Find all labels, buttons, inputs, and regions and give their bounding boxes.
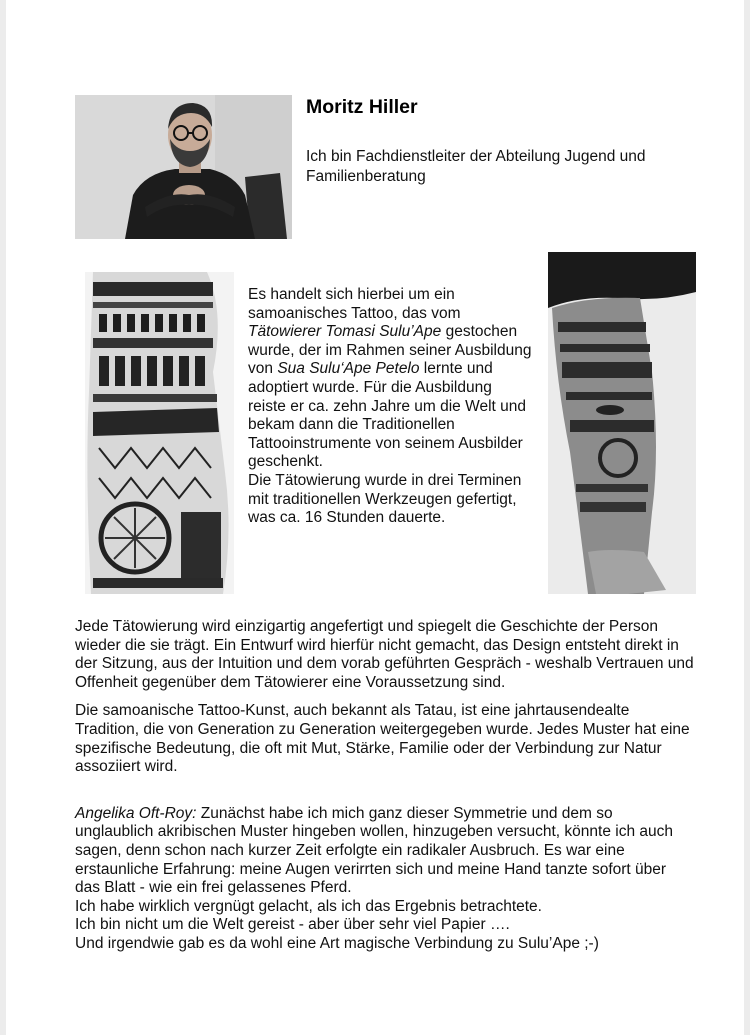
- mentor-name: Sua Sulu‘Ape Petelo: [277, 360, 420, 378]
- quote-line-1: Ich habe wirklich vergnügt gelacht, als ich das Ergebnis betrachtete.: [75, 897, 542, 915]
- tattoo-arm-photo-left: [85, 272, 234, 594]
- portrait-illustration: [75, 95, 292, 239]
- intro-text-3: lernte und adoptiert wurde. Für die Ausbildung reiste er ca. zehn Jahre um die Welt und bekam dann die Traditionellen Tattooinstrumente von seinem Ausbilder geschenkt.: [248, 360, 526, 471]
- quote-line-2: Ich bin nicht um die Welt gereist - aber über sehr viel Papier ….: [75, 916, 510, 934]
- intro-text-2: gestochen wurde, der im Rahmen seiner Ausbildung von: [248, 323, 532, 378]
- paragraph-tatau-tradition: Die samoanische Tattoo-Kunst, auch bekannt als Tatau, ist eine jahrtausendealte Tradition, die von Generation zu Generation weitergegeben wurde. Jedes Muster hat eine spezifische Bedeutung, die oft mit Mut, Stärke, Familie oder der Verbindung zur Natur assoziiert wird.: [75, 702, 690, 776]
- tattoo-session-info: Die Tätowierung wurde in drei Terminen mit traditionellen Werkzeugen gefertigt, was ca. 16 Stunden dauerte.: [248, 471, 522, 527]
- tattoo-description: [248, 286, 533, 528]
- tattoo-artist-name: Tätowierer Tomasi Sulu’Ape: [248, 323, 442, 341]
- document-page: [6, 0, 744, 1035]
- quote-text: Zunächst habe ich mich ganz dieser Symmetrie und dem so unglaublich akribischen Muster hingeben wollen, hinzugeben versucht, könnte ich auch sagen, denn schon nach kurzer Zeit erfolgte ein radikaler Ausbruch. Es war eine erstaunliche Erfahrung: meine Augen verirrten sich und meine Hand tanzte sofort über das Blatt - wie ein frei gelassenes Pferd.: [75, 804, 673, 897]
- tattoo-illustration-right: [548, 252, 696, 594]
- person-role: Ich bin Fachdienstleiter der Abteilung Jugend und Familienberatung: [306, 148, 646, 185]
- article-body: [75, 618, 695, 954]
- quote-paragraph: [75, 805, 695, 898]
- quote-line-3: Und irgendwie gab es da wohl eine Art magische Verbindung zu Sulu’Ape ;-): [75, 934, 599, 952]
- quote-author: Angelika Oft-Roy:: [75, 804, 197, 822]
- paragraph-spacer: [75, 787, 695, 805]
- tattoo-illustration-left: [85, 272, 234, 594]
- tattoo-leg-photo-right: [548, 252, 696, 594]
- portrait-photo: [75, 95, 292, 239]
- paragraph-individuality: Jede Tätowierung wird einzigartig angefertigt und spiegelt die Geschichte der Person wieder die sie trägt. Ein Entwurf wird hierfür nicht gemacht, das Design entsteht direkt in der Sitzung, aus der Intuition und dem vorab geführten Gespräch - weshalb Vertrauen und Offenheit gegenüber dem Tätowierer eine Voraussetzung sind.: [75, 618, 694, 691]
- intro-text-1: Es handelt sich hierbei um ein samoanisches Tattoo, das vom: [248, 286, 461, 322]
- tattoo-description-paragraph: [248, 286, 533, 472]
- person-name: Moritz Hiller: [306, 96, 418, 118]
